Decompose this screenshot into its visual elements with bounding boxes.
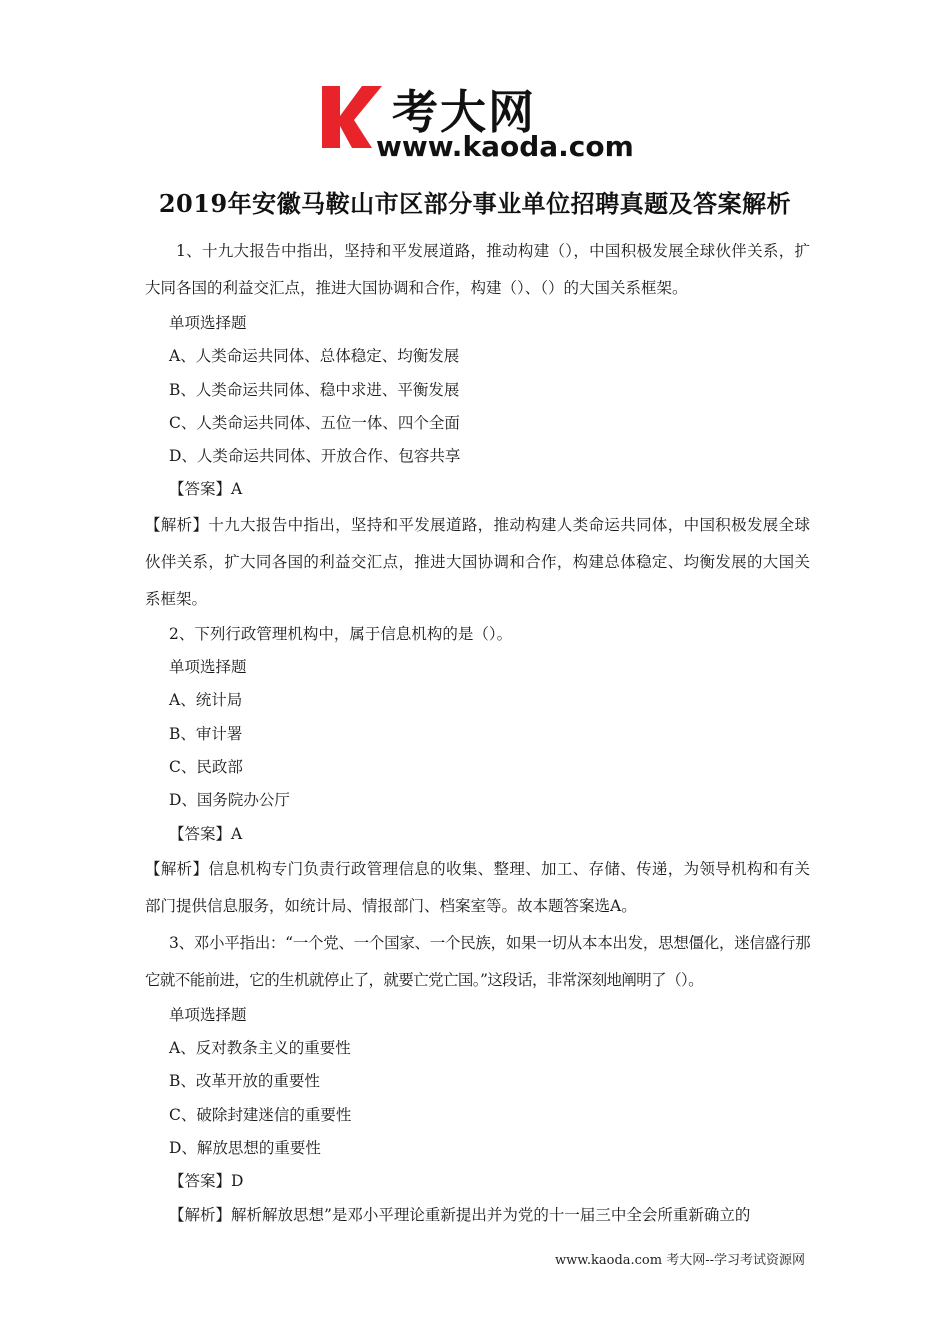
question-2-stem: 2、下列行政管理机构中，属于信息机构的是（）。 <box>169 624 513 643</box>
page-footer: www.kaoda.com 考大网--学习考试资源网 <box>555 1253 805 1268</box>
question-3-stem: 3、邓小平指出：“一个党、一个国家、一个民族，如果一切从本本出发，思想僵化，迷信盛行那它就不能前进，它的生机就停止了，就要亡党亡国。”这段话，非常深刻地阐明了（）。 <box>145 933 810 989</box>
question-3-option-c: C、破除封建迷信的重要性 <box>169 1105 352 1124</box>
question-1-analysis: 【解析】十九大报告中指出，坚持和平发展道路，推动构建人类命运共同体，中国积极发展全球伙伴关系，扩大同各国的利益交汇点，推进大国协调和合作，构建总体稳定、均衡发展的大国关系框架。 <box>145 515 810 608</box>
question-1-type: 单项选择题 <box>169 314 247 332</box>
question-3-analysis: 【解析】解析解放思想”是邓小平理论重新提出并为党的十一届三中全会所重新确立的 <box>169 1205 751 1224</box>
question-1-stem: 1、十九大报告中指出，坚持和平发展道路，推动构建（），中国积极发展全球伙伴关系，扩大同各国的利益交汇点，推进大国协调和合作，构建（）、（）的大国关系框架。 <box>145 242 810 297</box>
question-1-option-a: A、人类命运共同体、总体稳定、均衡发展 <box>169 347 460 366</box>
question-2-option-d: D、国务院办公厅 <box>169 791 290 810</box>
question-3-option-b: B、改革开放的重要性 <box>169 1072 320 1091</box>
k-mark-icon <box>322 86 382 148</box>
kaoda-logo-graphic <box>318 82 638 162</box>
question-3 <box>145 925 810 1232</box>
question-1-answer: 【答案】A <box>169 480 243 499</box>
question-2-type: 单项选择题 <box>169 658 247 677</box>
question-2 <box>145 618 810 925</box>
question-3-type: 单项选择题 <box>169 1005 247 1024</box>
question-2-analysis: 【解析】信息机构专门负责行政管理信息的收集、整理、加工、存储、传递，为领导机构和有关部门提供信息服务，如统计局、情报部门、档案室等。故本题答案选A。 <box>145 859 810 915</box>
question-3-option-d: D、解放思想的重要性 <box>169 1139 321 1158</box>
question-3-option-a: A、反对教条主义的重要性 <box>169 1039 351 1058</box>
question-1-option-c: C、人类命运共同体、五位一体、四个全面 <box>169 413 460 432</box>
logo-brand-cn: 考大网 <box>392 85 536 139</box>
logo-brand-url: www.kaoda.com <box>376 130 634 162</box>
question-1 <box>145 233 810 618</box>
kaoda-logo <box>318 82 638 162</box>
question-1-option-d: D、人类命运共同体、开放合作、包容共享 <box>169 447 461 466</box>
question-2-option-b: B、审计署 <box>169 724 243 743</box>
question-2-option-c: C、民政部 <box>169 757 243 776</box>
question-list <box>145 233 810 1232</box>
question-3-answer: 【答案】D <box>169 1172 244 1191</box>
question-1-option-b: B、人类命运共同体、稳中求进、平衡发展 <box>169 380 460 399</box>
page-title: 2019年安徽马鞍山市区部分事业单位招聘真题及答案解析 <box>158 189 792 218</box>
question-2-answer: 【答案】A <box>169 824 243 843</box>
question-2-option-a: A、统计局 <box>169 691 243 710</box>
